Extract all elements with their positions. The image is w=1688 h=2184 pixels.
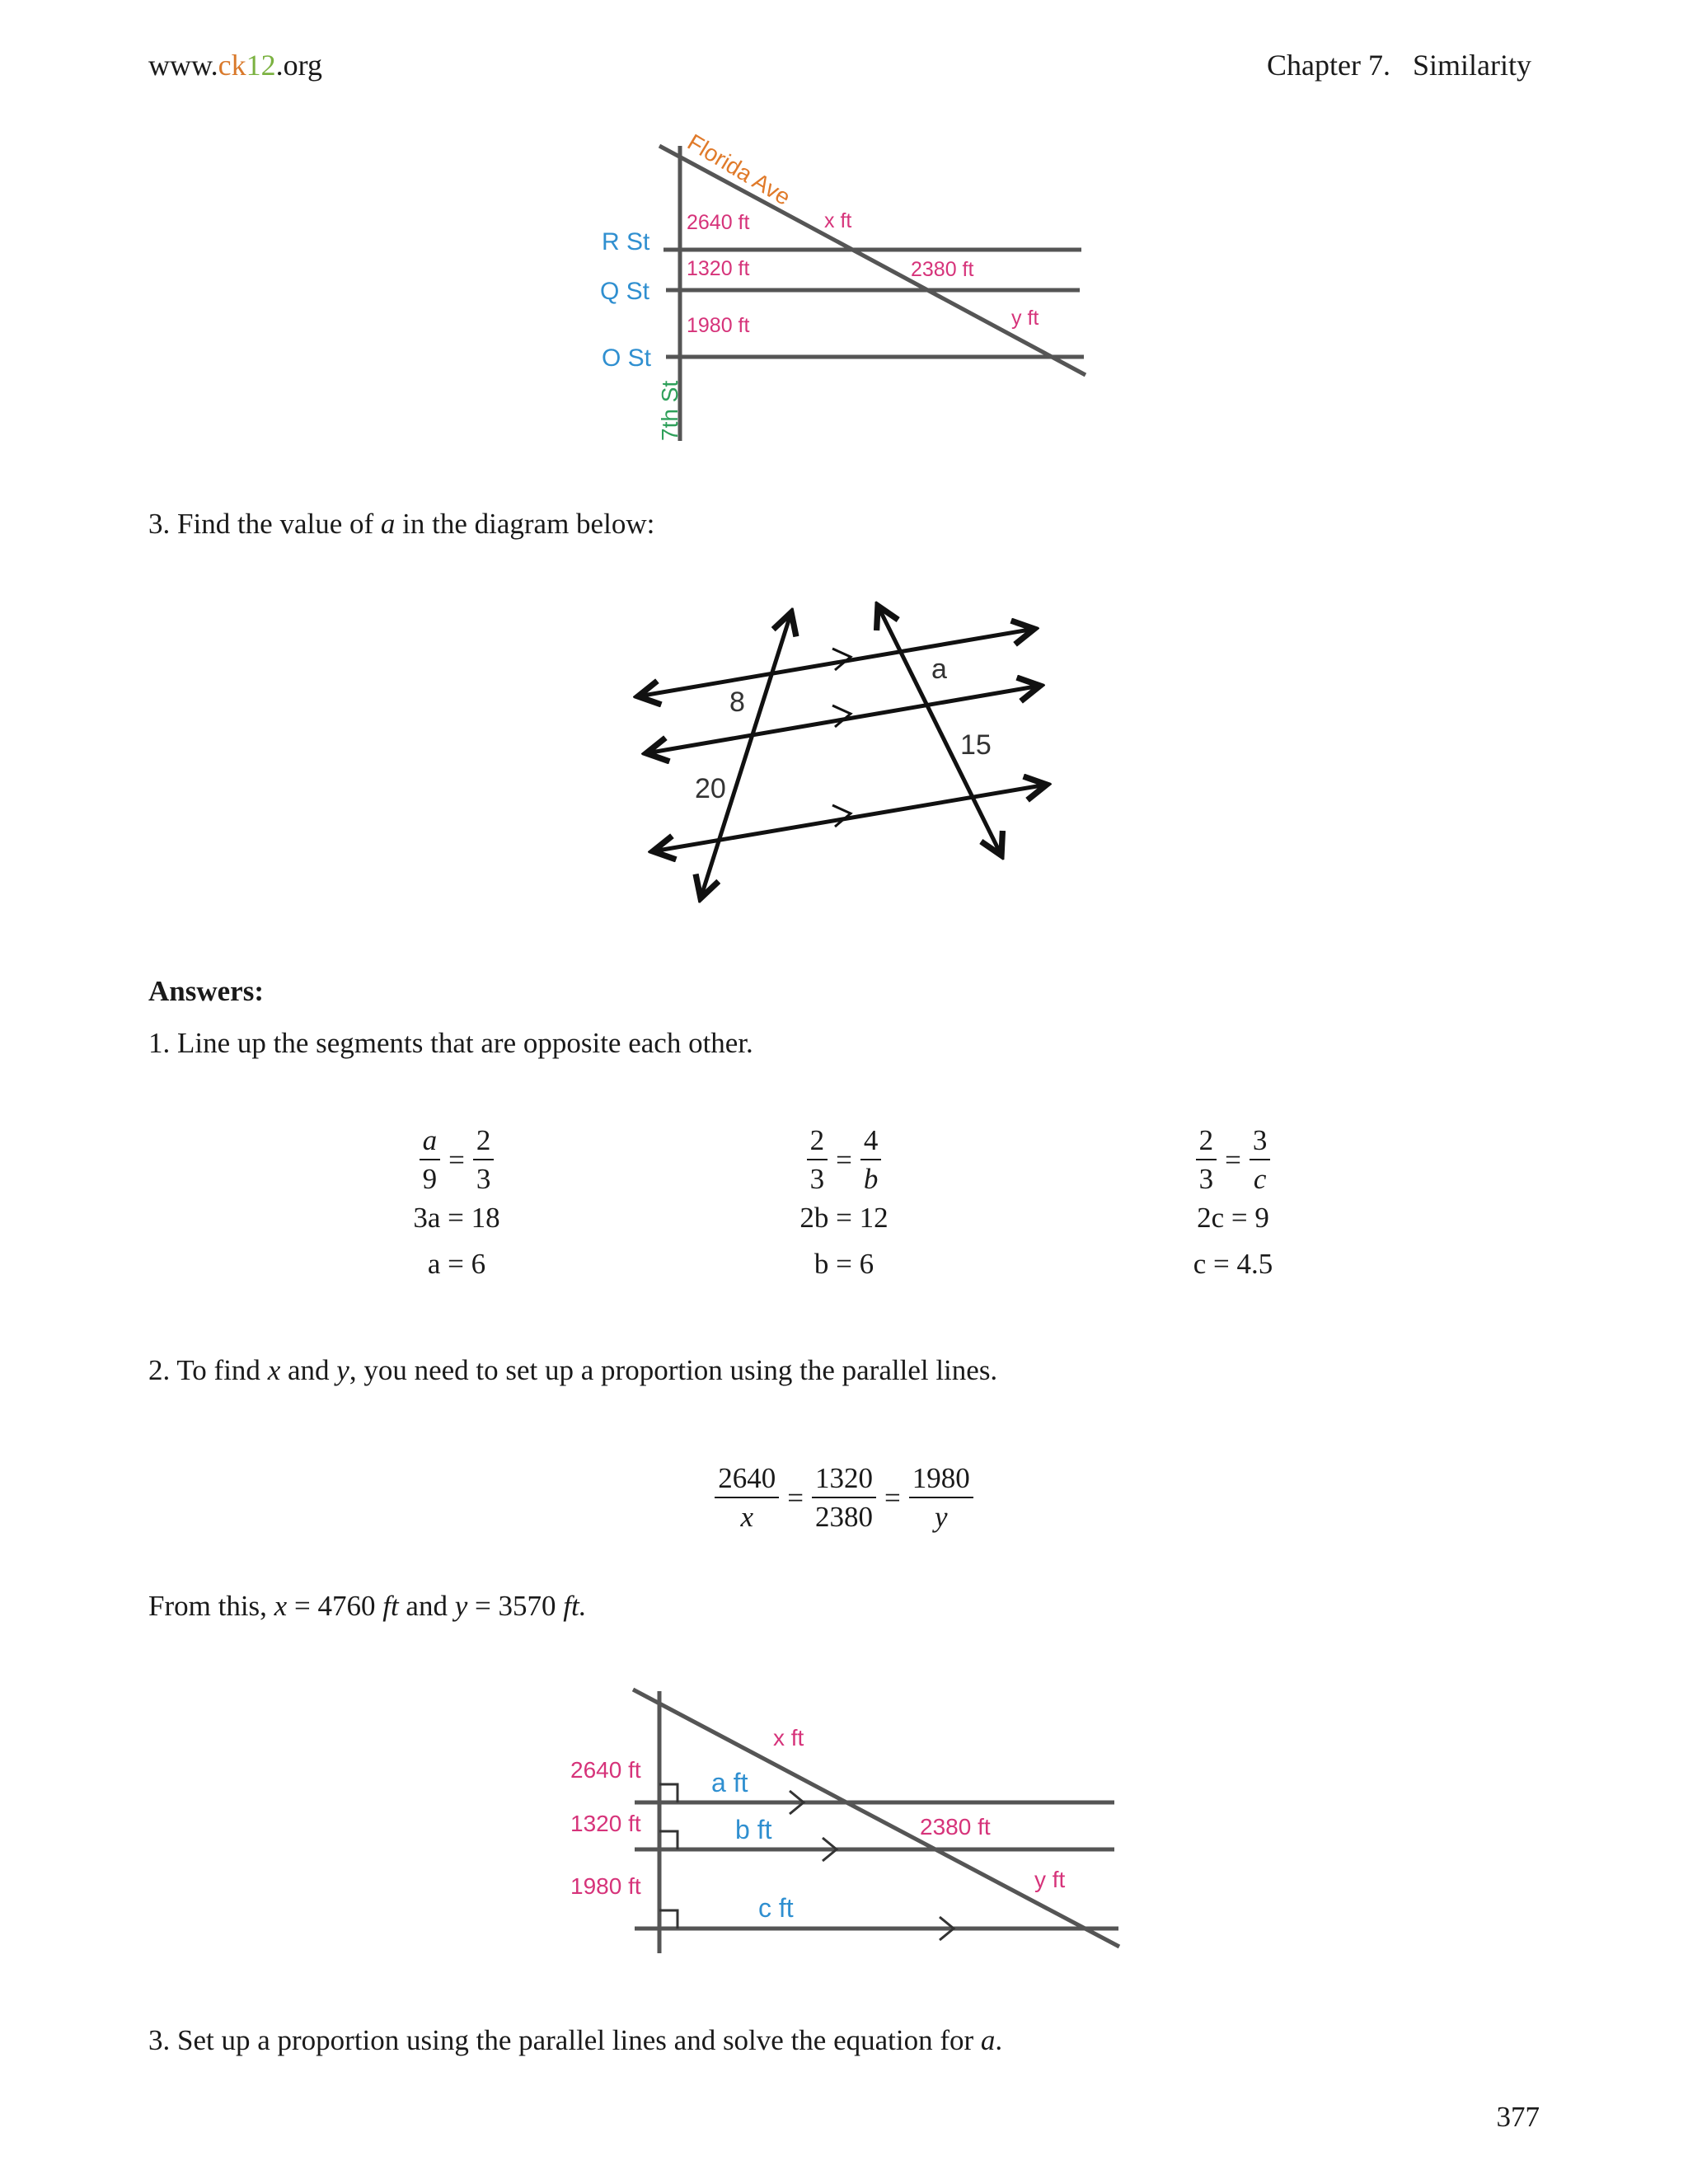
brand-c: c [218,49,232,82]
chapter-title: Chapter 7. Similarity [1267,49,1531,82]
label-a: a [931,654,947,685]
brand-12: 12 [246,49,276,82]
proportion-equation: $\frac{2640}{x}$ = $\frac{1320}{2380}$ = $\frac{1980}{y}$ [679,1460,1009,1536]
header-url[interactable]: www.ck12.org [148,49,322,82]
right-angle-mark-3 [659,1910,678,1929]
right-angle-mark-2 [659,1831,678,1849]
label-1320-ft: 1320 ft [570,1811,641,1836]
eq-2c-9: 2c = 9 [1197,1202,1269,1234]
street-map-solution-figure [560,1673,1137,1961]
result-text: From this, x = 4760 ft and y = 3570 ft. [148,1590,587,1622]
label-r-st: R St [602,228,650,255]
label-o-st: O St [602,344,652,372]
answer-1-text: 1. Line up the segments that are opposite each other. [148,1027,753,1059]
parallel-line-top [638,629,1034,696]
label-florida-ave: Florida Ave [682,129,795,211]
diagonal-avenue-line [633,1690,1119,1947]
label-1980-ft: 1980 ft [570,1873,641,1899]
label-1980: 1980 ft [687,314,750,337]
label-c-ft: c ft [758,1893,794,1923]
label-x-ft: x ft [773,1725,804,1750]
answers-heading: Answers: [148,975,264,1007]
parallel-lines-figure [626,593,1071,915]
label-15: 15 [960,729,992,761]
answer-2-text: 2. To find x and y, you need to set up a proportion using the parallel lines. [148,1354,998,1386]
answer-1-col-b: $\frac{2}{3}$ = $\frac{4}{b}$ 2b = 12 b = 6 [679,1137,1009,1287]
label-2640-ft: 2640 ft [570,1757,641,1783]
label-1320: 1320 ft [687,257,750,280]
eq-2b-12: 2b = 12 [799,1202,889,1234]
parallel-mark-bottom [832,805,851,827]
right-angle-mark-1 [659,1784,678,1802]
eq-c-4-5: c = 4.5 [1193,1248,1273,1280]
eq-3a-18: 3a = 18 [413,1202,500,1234]
label-2380-ft: 2380 ft [920,1814,991,1840]
street-map-figure [577,124,1104,453]
answer-1-col-a: $\frac{a}{9}$ = $\frac{2}{3}$ 3a = 18 a = 6 [292,1137,621,1287]
label-7th-st: 7th St [657,380,682,441]
label-y-ft: y ft [1034,1867,1066,1892]
label-2380: 2380 ft [911,258,974,281]
label-x-ft: x ft [824,209,852,232]
label-2640: 2640 ft [687,211,750,234]
answer-3-text: 3. Set up a proportion using the parallel lines and solve the equation for a. [148,2024,1003,2056]
brand-k: k [231,49,246,82]
parallel-mark-top [832,649,851,670]
label-20: 20 [695,773,726,804]
eq-a-6: a = 6 [427,1248,486,1280]
transversal-left [701,612,791,898]
eq-b-6: b = 6 [814,1248,874,1280]
parallel-mark-middle [832,705,851,727]
label-b-ft: b ft [735,1815,772,1844]
label-q-st: Q St [600,278,650,305]
label-8: 8 [729,687,745,718]
label-a-ft: a ft [711,1768,748,1797]
question-3: 3. Find the value of a in the diagram below: [148,508,655,540]
label-y-ft: y ft [1011,307,1039,330]
page-number: 377 [1496,2101,1540,2133]
answer-1-col-c: $\frac{2}{3}$ = $\frac{3}{c}$ 2c = 9 c = 4.5 [1068,1137,1398,1287]
